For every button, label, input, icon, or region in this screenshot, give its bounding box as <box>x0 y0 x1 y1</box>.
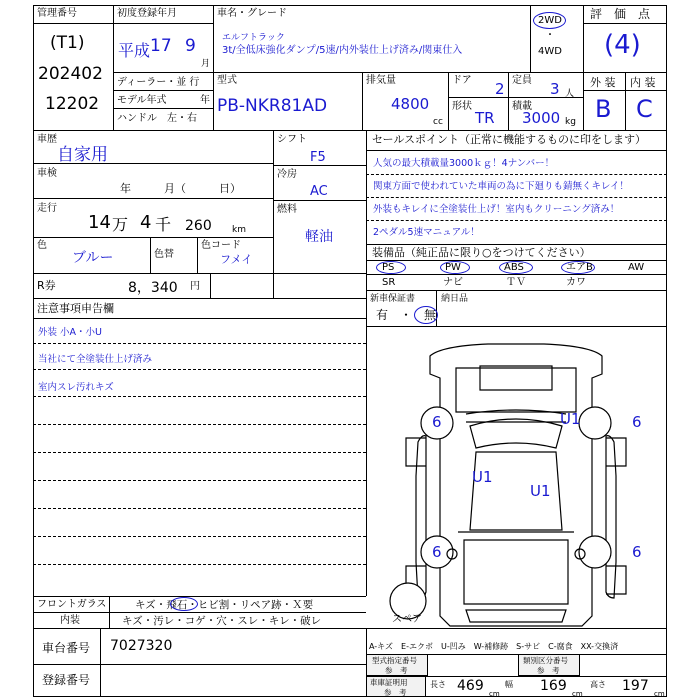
divider <box>33 480 366 481</box>
divider <box>366 174 667 175</box>
nenryo-label: 燃料 <box>277 204 297 215</box>
shaken-text: 年 月（ 日） <box>120 182 241 195</box>
kanri-tag: (T1) <box>50 33 85 53</box>
kanri-number-1: 202402 <box>38 64 103 84</box>
equip-navi: ナビ <box>443 277 463 288</box>
katashiki: PB-NKR81AD <box>217 96 328 116</box>
sales-point: 2ペダル5速マニュアル！ <box>373 227 480 238</box>
divider <box>33 273 366 274</box>
damage-mark: U1 <box>530 482 551 500</box>
interior-label: 内装 <box>60 615 80 626</box>
divider <box>33 369 366 370</box>
equip-aw: AW <box>628 262 645 273</box>
grade: 3t/全低床強化ダンプ/5速/内外装仕上げ済み/関東仕入 <box>222 45 463 56</box>
shareki: 自家用 <box>57 145 108 165</box>
divider <box>33 237 273 238</box>
divider <box>33 564 366 565</box>
divider <box>625 72 626 130</box>
reibo: AC <box>310 184 328 199</box>
equip-leather: カワ <box>566 277 586 288</box>
note-line: 室内スレ汚れキズ <box>38 382 114 393</box>
katashiki-shitei-label: 型式指定番号 <box>372 656 417 665</box>
ruibetsu-label: 類別区分番号 <box>523 656 568 665</box>
sales-point: 関東方面で使われていた車両の為に下廻りも錆無くキレイ！ <box>373 181 629 192</box>
car-diagram <box>366 326 667 632</box>
sanko-label: 参 考 <box>537 666 560 675</box>
soko-man-unit: 万 <box>112 215 129 234</box>
takasa-unit: cm <box>654 690 665 698</box>
divider <box>33 130 667 131</box>
divider <box>273 200 366 201</box>
door: 2 <box>495 80 505 98</box>
year-unit: 年 <box>200 95 210 106</box>
soko-unit: km <box>232 225 246 235</box>
chassis-label: 車台番号 <box>42 641 91 655</box>
damage-mark: U1 <box>472 468 493 486</box>
divider <box>366 220 667 221</box>
divider <box>273 165 366 166</box>
divider <box>508 72 509 130</box>
color: ブルー <box>72 250 114 266</box>
ext-grade: B <box>595 95 612 123</box>
divider <box>33 536 366 537</box>
divider <box>33 596 366 597</box>
dealer-label: ディーラー・並 行 <box>117 77 200 88</box>
shodo-month: 9 <box>185 36 196 56</box>
rken-label: R券 <box>37 279 56 292</box>
chassis-number: 7027320 <box>110 638 173 654</box>
haba-unit: cm <box>572 690 583 698</box>
sanko-label: 参 考 <box>385 666 408 675</box>
front-glass-items: キズ・飛石・ヒビ割・リペア跡・Ｘ要 <box>135 599 314 611</box>
equip-abs: ABS <box>504 262 524 273</box>
reg-label: 登録番号 <box>42 673 91 687</box>
nagasa: 469 <box>457 678 484 694</box>
hosho-value: 有 ・ 無 <box>376 308 437 322</box>
sekisai-label: 積載 <box>512 101 532 112</box>
shift-label: シフト <box>277 134 307 145</box>
divider <box>33 452 366 453</box>
mu-circle-mark <box>414 306 438 324</box>
divider <box>100 628 101 697</box>
haiki-label: 排気量 <box>366 75 396 86</box>
divider <box>33 508 366 509</box>
sales-point: 外装もキレイに全塗装仕上げ！室内もクリーニング済み！ <box>373 204 620 215</box>
damage-mark: 6 <box>432 543 442 561</box>
teiin-label: 定員 <box>512 75 532 86</box>
keijo-label: 形状 <box>452 101 472 112</box>
divider <box>362 72 363 130</box>
note-line: 当社にて全塗装仕上げ済み <box>38 354 153 365</box>
color-code: フメイ <box>220 253 253 266</box>
divider <box>33 396 366 397</box>
interior-items: キズ・汚レ・コゲ・穴・スレ・キレ・破レ <box>122 615 322 627</box>
drive-4wd: 4WD <box>538 46 562 57</box>
kanri-number-2: 12202 <box>45 94 100 114</box>
divider <box>197 237 198 273</box>
equip-tv: ＴＶ <box>506 277 526 288</box>
damage-mark: 6 <box>632 413 642 431</box>
drive-dot: ・ <box>545 30 555 41</box>
meigara-label: 車名・グレード <box>217 8 287 19</box>
nagasa-unit: cm <box>489 690 500 698</box>
nouhin-label: 納日品 <box>441 294 469 304</box>
shareki-label: 車歴 <box>37 134 57 145</box>
sanko-label: 参 考 <box>384 688 407 697</box>
divider <box>33 628 667 629</box>
shodo-label: 初度登録年月 <box>117 8 177 19</box>
kanri-label: 管理番号 <box>37 8 77 19</box>
divider <box>113 90 213 91</box>
damage-legend: A-キズ E-エクボ U-凹み W-補修跡 S-サビ C-腐食 XX-交換済 <box>369 642 619 651</box>
rating-score: (4) <box>604 30 641 60</box>
equip-sr: SR <box>382 277 396 288</box>
hiishi-circle-mark <box>170 597 198 611</box>
soko-rest: 260 <box>185 218 212 234</box>
divider <box>33 343 366 344</box>
keijo: TR <box>475 109 495 127</box>
divider <box>113 108 213 109</box>
equip-ps: PS <box>382 262 395 273</box>
divider <box>583 72 667 73</box>
divider <box>33 298 366 299</box>
damage-mark: U1 <box>560 410 581 428</box>
model-year-label: モデル年式 <box>117 95 167 106</box>
door-label: ドア <box>452 75 472 86</box>
front-glass-label: フロントガラス <box>37 599 107 610</box>
ext-label: 外 装 <box>590 76 616 89</box>
equipment-title: 装備品（純正品に限り○をつけてください） <box>372 246 591 259</box>
int-label: 内 装 <box>630 76 656 89</box>
sales-title: セールスポイント（正常に機能するものに印をします） <box>372 133 647 146</box>
divider <box>530 5 531 72</box>
divider <box>366 197 667 198</box>
divider <box>436 290 437 326</box>
note-line: 外装 小A・小U <box>38 327 102 338</box>
teiin: 3 <box>550 80 560 98</box>
divider <box>210 273 211 298</box>
color-code-label: 色コード <box>201 240 241 251</box>
takasa-label: 高さ <box>590 680 606 689</box>
handle-label: ハンドル 左・右 <box>117 113 197 124</box>
divider <box>150 237 151 273</box>
soko-sen: 4 <box>140 212 152 233</box>
nenryo: 軽油 <box>305 229 333 245</box>
divider <box>366 274 667 275</box>
irokae-label: 色替 <box>154 249 174 260</box>
divider <box>366 290 667 291</box>
hosho-label: 新車保証書 <box>370 294 416 304</box>
sekisai: 3000 <box>522 109 561 127</box>
haiki-unit: cc <box>433 117 443 127</box>
int-grade: C <box>636 95 653 123</box>
rken-unit: 円 <box>190 281 200 292</box>
shodo-year: 17 <box>150 36 172 56</box>
divider <box>33 198 273 199</box>
divider <box>33 664 366 665</box>
divider <box>448 97 583 98</box>
divider <box>33 23 113 24</box>
haba: 169 <box>540 678 567 694</box>
divider <box>448 72 449 130</box>
divider <box>366 150 667 151</box>
drive-2wd: 2WD <box>538 15 562 26</box>
era: 平成 <box>118 41 151 60</box>
nagasa-label: 長さ <box>430 680 446 689</box>
rating-title: 評 価 点 <box>590 7 651 21</box>
equip-pw: PW <box>445 262 461 273</box>
sekisai-unit: kg <box>565 117 576 127</box>
damage-mark: 6 <box>632 543 642 561</box>
car-name: エルフトラック <box>222 33 285 43</box>
reibo-label: 冷房 <box>277 169 297 180</box>
shift: F5 <box>310 150 326 165</box>
teiin-unit: 人 <box>565 89 575 99</box>
spare-label: スペア <box>392 614 422 625</box>
rken: 8，340 <box>128 280 178 296</box>
soko-man: 14 <box>88 212 111 233</box>
takasa: 197 <box>622 678 649 694</box>
damage-mark: 6 <box>432 413 442 431</box>
divider <box>366 244 667 245</box>
shaken-label: 車検 <box>37 168 57 179</box>
divider <box>33 424 366 425</box>
divider <box>109 596 110 628</box>
shomei-label: 車庫証明用 <box>370 678 408 687</box>
sales-point: 人気の最大積載量3000ｋｇ！4ナンバー！ <box>373 158 555 169</box>
color-label: 色 <box>37 240 47 251</box>
soko-sen-unit: 千 <box>155 215 172 234</box>
divider <box>113 72 583 73</box>
divider <box>113 23 213 24</box>
equip-airbag: エアB <box>566 262 593 273</box>
soko-label: 走行 <box>37 203 57 214</box>
divider <box>213 5 214 130</box>
notes-title: 注意事項申告欄 <box>37 302 114 315</box>
month-unit: 月 <box>201 59 211 69</box>
haba-label: 幅 <box>505 680 513 689</box>
katashiki-label: 型式 <box>217 75 237 86</box>
divider <box>583 23 667 24</box>
haiki: 4800 <box>391 95 430 113</box>
divider <box>33 612 366 613</box>
divider <box>33 318 366 319</box>
